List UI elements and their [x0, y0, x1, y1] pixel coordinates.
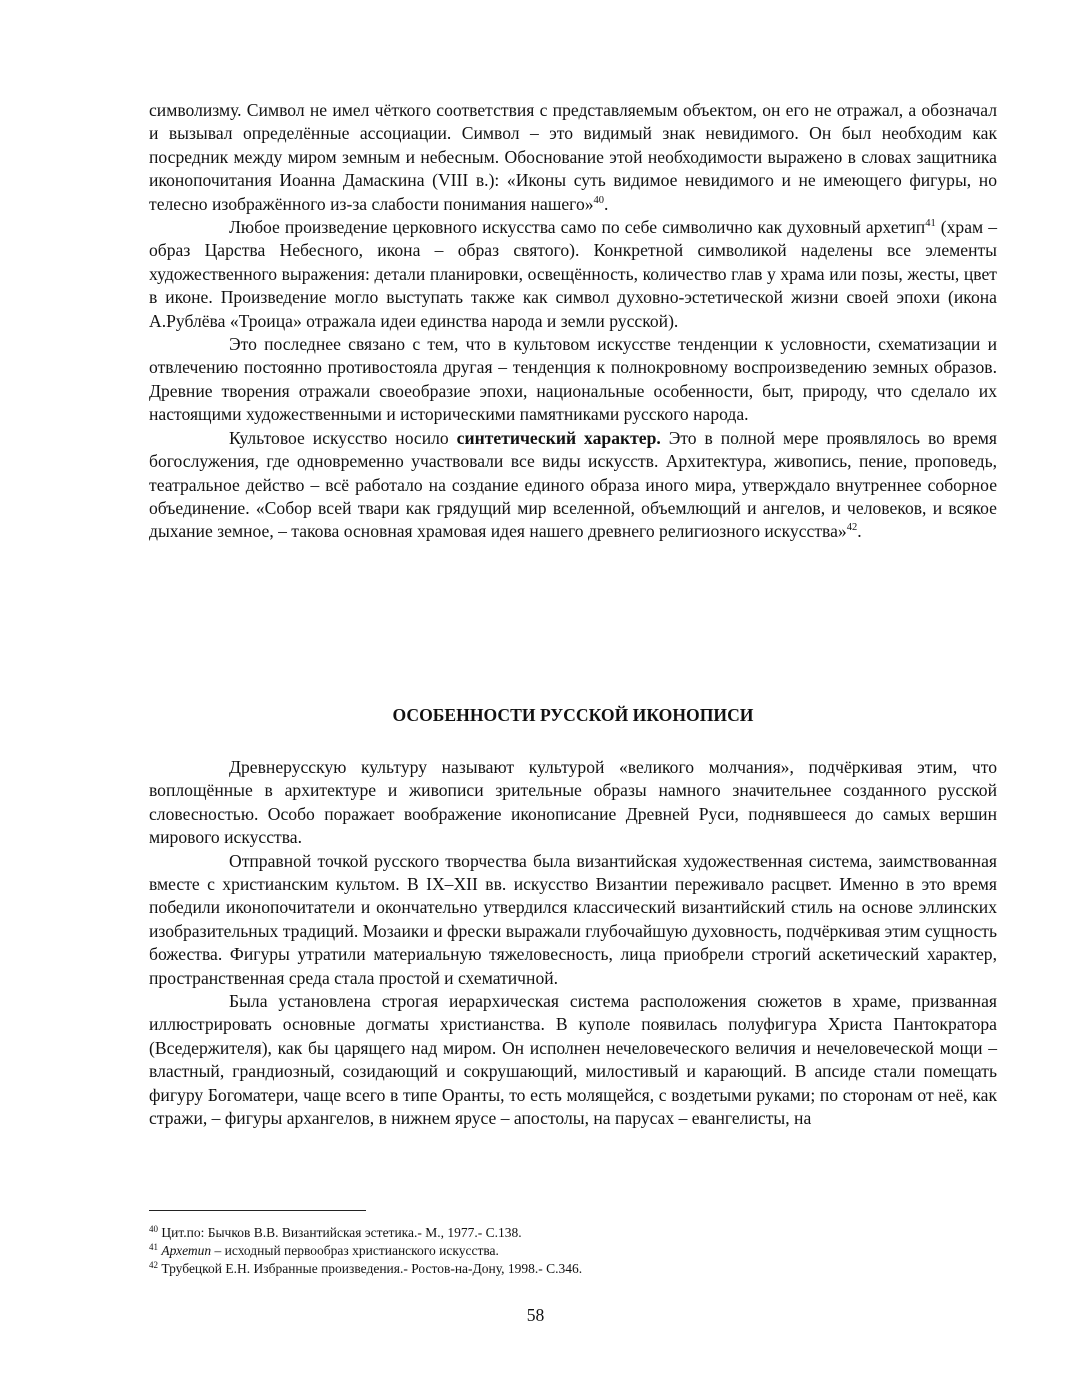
- paragraph-text: (храм – образ Царства Небесного, икона – образ святого). Конкретной символикой наделены все элементы художественного выражения: детали планировки, освещённость, количество глав у храма или позы, жесты, цвет в иконе. Произведение могло выступать также как символ духовно-эстетической жизни своей эпохи (икона А.Рублёва «Троица» отражала идеи единства народа и земли русской).: [149, 217, 997, 331]
- footnote-term: Архетип: [161, 1243, 212, 1258]
- footnote-41: [149, 1242, 997, 1260]
- footnote-42: [149, 1260, 997, 1278]
- footnote-separator: [149, 1210, 366, 1211]
- paragraph-1: [149, 99, 997, 216]
- body-text-bottom: [149, 756, 997, 1131]
- footnote-text: – исходный первообраз христианского искусства.: [211, 1243, 499, 1258]
- section-heading: ОСОБЕННОСТИ РУССКОЙ ИКОНОПИСИ: [392, 705, 754, 725]
- paragraph-text: символизму. Символ не имел чёткого соответствия с представляемым объектом, он его не отражал, а обозначал и вызывал определённые ассоциации. Символ – это видимый знак невидимого. Он был необходим как посредник между миром земным и небесным. Обоснование этой необходимости выражено в словах защитника иконопочитания Иоанна Дамаскина (VIII в.): «Иконы суть видимое невидимого и не имеющего фигуры, но телесно изображённого из-за слабости понимания нашего»: [149, 100, 997, 214]
- footnote-40: [149, 1224, 997, 1242]
- paragraph-text: Культовое искусство носило: [229, 427, 457, 448]
- paragraph-4: [149, 427, 997, 544]
- footnotes: [149, 1224, 997, 1278]
- paragraph-2: [149, 216, 997, 333]
- bold-term: синтетический характер.: [456, 427, 661, 448]
- footnote-ref-41: 41: [925, 218, 936, 230]
- punctuation: .: [857, 521, 862, 542]
- paragraph-7: Была установлена строгая иерархическая система расположения сюжетов в храме, призванная иллюстрировать основные догматы христианства. В куполе появилась полуфигура Христа Пантократора (Вседержителя), как бы царящего над миром. Он исполнен нечеловеческого величия и нечеловеческой мощи – властный, грандиозный, созидающий и сокрушающий, милостивый и карающий. В апсиде стали помещать фигуру Богоматери, чаще всего в типе Оранты, то есть молящейся, с воздетыми руками; по сторонам от неё, как стражи, – фигуры архангелов, в нижнем ярусе – апостолы, на парусах – евангелисты, на: [149, 991, 997, 1129]
- paragraph-text: Любое произведение церковного искусства само по себе символично как духовный архетип: [229, 217, 926, 238]
- paragraph-6: Отправной точкой русского творчества была византийская художественная система, заимствованная вместе с христианским культом. В IX–XII вв. искусство Византии переживало расцвет. Именно в это время победили иконопочитатели и окончательно утвердился классический византийский стиль на основе эллинских изобразительных традиций. Мозаики и фрески выражали глубочайшую духовность, подчёркивая этим сущность божества. Фигуры утратили материальную тяжеловесность, лица приобрели строгий аскетический характер, пространственная среда стала простой и схематичной.: [149, 850, 997, 988]
- body-text-top: [149, 99, 997, 544]
- paragraph-3: Это последнее связано с тем, что в культовом искусстве тенденции к условности, схематизации и отвлечению постоянно противостояла другая – тенденция к полнокровному воспроизведению земных образов. Древние творения отражали своеобразие эпохи, национальные особенности, быт, природу, что сделало их настоящими художественными и историческими памятниками русского народа.: [149, 334, 997, 425]
- footnote-text: Цит.по: Бычков В.В. Византийская эстетика.- М., 1977.- С.138.: [161, 1225, 522, 1240]
- footnote-text: Трубецкой Е.Н. Избранные произведения.- Ростов-на-Дону, 1998.- С.346.: [161, 1261, 583, 1276]
- footnote-number: 41: [149, 1242, 158, 1252]
- footnote-number: 42: [149, 1260, 158, 1270]
- footnote-ref-42: 42: [846, 522, 858, 534]
- footnote-ref-40: 40: [593, 194, 605, 206]
- page-number: 58: [526, 1305, 545, 1325]
- paragraph-text: Это в полной мере проявлялось во время богослужения, где одновременно участвовали все виды искусств. Архитектура, живопись, пение, проповедь, театральное действо – всё работало на создание единого образа иного мира, утверждало внутреннее соборное объединение. «Собор всей твари как грядущий мир вселенной, объемлющий и ангелов, и человеков, и всякое дыхание земное, – такова основная храмовая идея нашего древнего религиозного искусства»: [149, 427, 998, 542]
- paragraph-5: Древнерусскую культуру называют культурой «великого молчания», подчёркивая этим, что воплощённые в архитектуре и живописи зрительные образы намного значительнее созданного русской словесностью. Особо поражает воображение иконописание Древней Руси, поднявшееся до самых вершин мирового искусства.: [149, 757, 997, 848]
- punctuation: .: [604, 193, 609, 214]
- footnote-number: 40: [149, 1224, 158, 1234]
